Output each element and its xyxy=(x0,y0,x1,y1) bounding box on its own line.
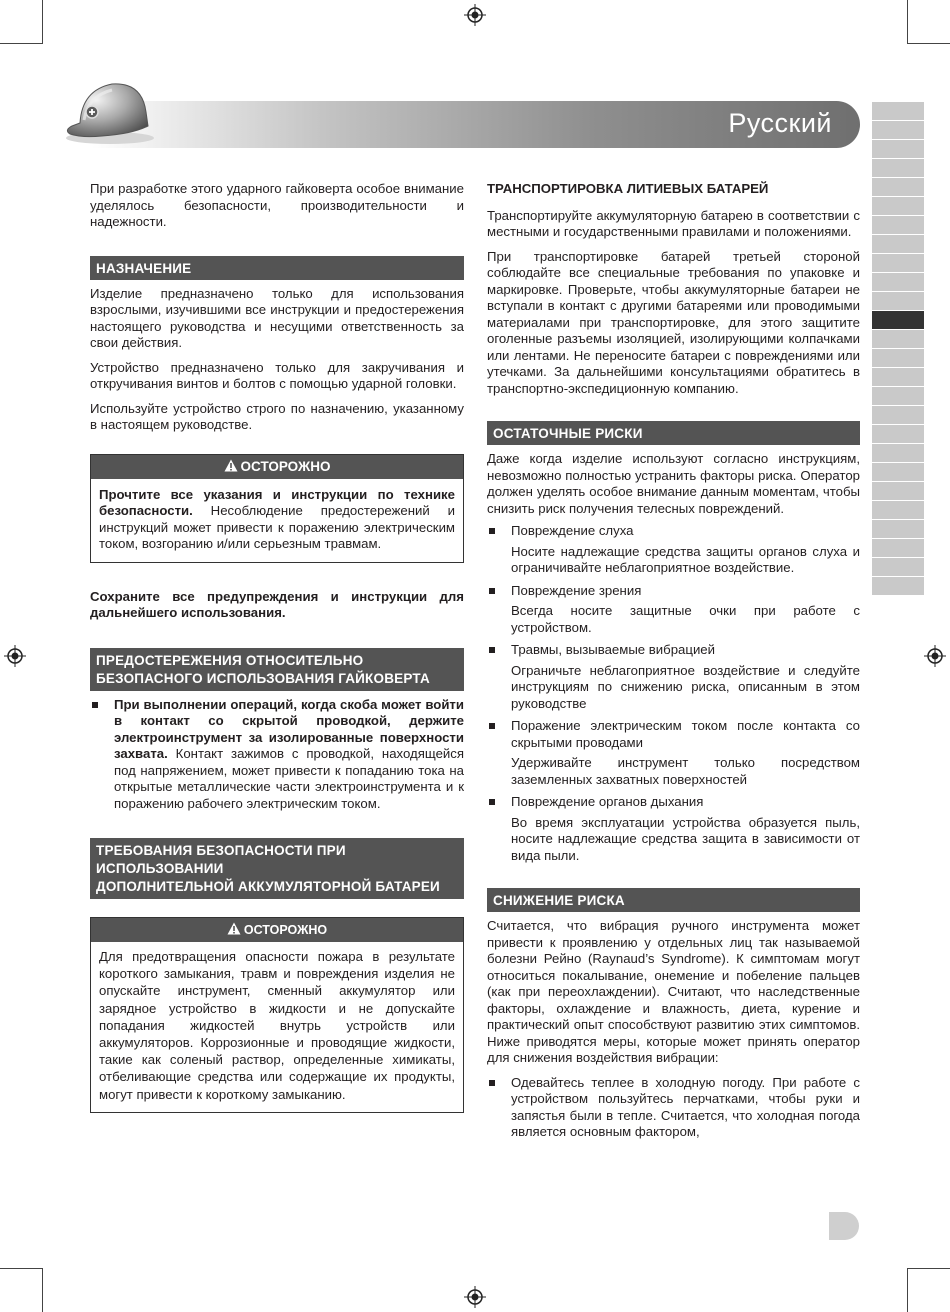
section-heading-residual-risks: ОСТАТОЧНЫЕ РИСКИ xyxy=(487,421,860,445)
crop-mark xyxy=(907,1268,908,1312)
risk-heading: Поражение электрическим током после контакта со скрытыми проводами xyxy=(511,718,860,750)
language-tab[interactable] xyxy=(872,539,924,557)
risk-heading: Повреждение слуха xyxy=(511,523,634,538)
warning-header xyxy=(91,918,463,942)
language-tab[interactable] xyxy=(872,235,924,253)
transport-paragraph-2: При транспортировке батарей третьей стороной соблюдайте все специальные требования по упаковке и маркировке. Проверьте, чтобы аккумуляторные батареи не вступали в контакт с другими батареями или проводимыми материалами при транспортировке, для этого защитите оголенные разъемы изоляцией, изолирующими колпачками или лентами. Не переносите батареи с повреждениями или утечками. За дальнейшими консультациями обратитесь в транспортно-экспедиционную компанию. xyxy=(487,248,860,396)
warning-body: Для предотвращения опасности пожара в результате короткого замыкания, травм и повреждения изделия не опускайте инструмент, сменный аккумулятор или зарядное устройство в жидкости и не допускайте попадания жидкостей внутрь устройств или аккумуляторов. Коррозионные и проводящие жидкости, такие как соленый раствор, определенные химикаты, отбеливающие средства или содержащие их продукты, могут привести к короткому замыканию. xyxy=(99,949,455,1102)
bullet-bold-text: При выполнении операций, когда скоба может войти в контакт со скрытой проводкой, держите электроинструмент за изолированные поверхности захвата. xyxy=(114,696,464,761)
language-tab[interactable] xyxy=(872,444,924,462)
heading-line: ДОПОЛНИТЕЛЬНОЙ АККУМУЛЯТОРНОЙ БАТАРЕИ xyxy=(96,879,440,894)
section-heading-transport: ТРАНСПОРТИРОВКА ЛИТИЕВЫХ БАТАРЕЙ xyxy=(487,181,769,196)
risk-heading: Повреждение органов дыхания xyxy=(511,794,704,809)
crop-mark xyxy=(908,1268,950,1269)
purpose-paragraph-3: Используйте устройство строго по назначению, указанному в настоящем руководстве. xyxy=(90,400,464,432)
warning-triangle-icon xyxy=(224,459,238,472)
risk-description: Носите надлежащие средства защиты органов слуха и ограничивайте неблагоприятное воздействие. xyxy=(511,543,860,575)
language-tab-active[interactable] xyxy=(872,311,924,329)
risk-description: Всегда носите защитные очки при работе с устройством. xyxy=(511,603,860,635)
list-item xyxy=(487,523,860,540)
bullet-square-icon xyxy=(489,528,495,534)
warning-title: ОСТОРОЖНО xyxy=(240,458,331,474)
risk-description: Во время эксплуатации устройства образуется пыль, носите надлежащие средства защита в зависимости от вида пыли. xyxy=(511,814,860,863)
language-tab[interactable] xyxy=(872,577,924,595)
language-tab-strip xyxy=(872,102,924,596)
section-heading-purpose: НАЗНАЧЕНИЕ xyxy=(90,256,464,280)
registration-mark-icon xyxy=(4,645,26,667)
safety-helmet-icon xyxy=(62,76,158,146)
language-tab[interactable] xyxy=(872,425,924,443)
language-header-bar xyxy=(92,101,860,148)
risk-description: Удерживайте инструмент только посредством заземленных захватных поверхностей xyxy=(511,755,860,787)
warning-box-2 xyxy=(90,917,464,1113)
bullet-text: Одевайтесь теплее в холодную погоду. При работе с устройством пользуйтесь перчатками, чтобы руки и запястья были в тепле. Считается, что холодная погода является основным фактором, xyxy=(511,1074,860,1139)
language-tab[interactable] xyxy=(872,273,924,291)
risk-heading: Травмы, вызываемые вибрацией xyxy=(511,642,716,657)
registration-mark-icon xyxy=(464,4,486,26)
heading-line: ПРЕДОСТЕРЕЖЕНИЯ ОТНОСИТЕЛЬНО xyxy=(96,652,364,668)
language-tab[interactable] xyxy=(872,197,924,215)
list-item xyxy=(90,697,464,813)
warning-title: ОСТОРОЖНО xyxy=(243,923,328,937)
language-tab[interactable] xyxy=(872,520,924,538)
crop-mark xyxy=(908,43,950,44)
language-tab[interactable] xyxy=(872,368,924,386)
language-tab[interactable] xyxy=(872,216,924,234)
purpose-paragraph-2: Устройство предназначено только для закручивания и откручивания винтов и болтов с помощью ударной головки. xyxy=(90,359,464,391)
language-tab[interactable] xyxy=(872,463,924,481)
warning-text: Несоблюдение предостережений и инструкций может привести к поражению электрическим током, возгоранию и/или серьезным травмам. xyxy=(99,503,455,551)
residual-intro: Даже когда изделие используют согласно инструкциям, невозможно полностью устранить факторы риска. Оператор должен уделять особое внимание данным моментам, чтобы снизить риск получения телесных повреждений. xyxy=(487,451,860,516)
section-heading-risk-reduction: СНИЖЕНИЕ РИСКА xyxy=(487,888,860,912)
bullet-square-icon xyxy=(489,1080,495,1086)
list-item xyxy=(487,794,860,811)
bullet-square-icon xyxy=(92,702,98,708)
crop-mark xyxy=(42,1268,43,1312)
language-tab[interactable] xyxy=(872,254,924,272)
language-tab[interactable] xyxy=(872,159,924,177)
crop-mark xyxy=(907,0,908,44)
list-item xyxy=(487,1075,860,1141)
transport-paragraph-1: Транспортируйте аккумуляторную батарею в соответствии с местными и государственными правилами и положениями. xyxy=(487,207,860,239)
save-instructions-note: Сохраните все предупреждения и инструкции для дальнейшего использования. xyxy=(90,588,464,620)
heading-line: БЕЗОПАСНОГО ИСПОЛЬЗОВАНИЯ ГАЙКОВЕРТА xyxy=(96,670,430,686)
language-tab[interactable] xyxy=(872,387,924,405)
bullet-square-icon xyxy=(489,723,495,729)
language-tab[interactable] xyxy=(872,349,924,367)
language-tab[interactable] xyxy=(872,330,924,348)
language-tab[interactable] xyxy=(872,121,924,139)
list-item xyxy=(487,642,860,659)
risk-heading: Повреждение зрения xyxy=(511,582,642,598)
section-heading-battery-requirements xyxy=(90,838,464,899)
language-tab[interactable] xyxy=(872,558,924,576)
registration-mark-icon xyxy=(924,645,946,667)
crop-mark xyxy=(0,1268,42,1269)
warning-box-1 xyxy=(90,454,464,563)
intro-paragraph: При разработке этого ударного гайковерта особое внимание уделялось безопасности, производительности и надежности. xyxy=(90,181,464,229)
warning-bold-text: Прочтите все указания и инструкции по технике безопасности. xyxy=(99,486,455,518)
crop-mark xyxy=(0,43,42,44)
registration-mark-icon xyxy=(464,1286,486,1308)
language-tab[interactable] xyxy=(872,406,924,424)
bullet-text: Контакт зажимов с проводкой, находящейся под напряжением, может привести к попаданию тока на открытые металлические части электроинструмента и к поражению рабочего электрическим током. xyxy=(114,746,464,811)
bullet-square-icon xyxy=(489,588,495,594)
heading-line: ТРЕБОВАНИЯ БЕЗОПАСНОСТИ ПРИ ИСПОЛЬЗОВАНИИ xyxy=(96,843,346,876)
language-tab[interactable] xyxy=(872,292,924,310)
warning-body xyxy=(91,479,463,562)
language-tab[interactable] xyxy=(872,140,924,158)
left-column xyxy=(90,181,464,1113)
warning-triangle-icon xyxy=(227,922,241,935)
language-tab[interactable] xyxy=(872,501,924,519)
risk-description: Ограничьте неблагоприятное воздействие и следуйте инструкциям по снижению риска, описанным в этом руководстве xyxy=(511,662,860,711)
bullet-square-icon xyxy=(489,647,495,653)
language-tab[interactable] xyxy=(872,102,924,120)
language-tab[interactable] xyxy=(872,178,924,196)
bullet-square-icon xyxy=(489,799,495,805)
right-column xyxy=(487,181,860,1145)
section-heading-precautions xyxy=(90,648,464,691)
warning-header xyxy=(91,455,463,479)
page-number-tab xyxy=(829,1212,859,1240)
list-item xyxy=(487,718,860,751)
risk-reduction-intro: Считается, что вибрация ручного инструмента может привести к проявлению у отдельных лиц так называемой болезни Рейно (Raynaud’s Syndrome). К симптомам могут относиться покалывание, онемение и побеление пальцев (как при переохлаждении). Считают, что наследственные факторы, охлаждение и влажность, диета, курение и практический опыт способствуют развитию этих симптомов. Ниже приводятся меры, которые может принять оператор для снижения воздействия вибрации: xyxy=(487,918,860,1065)
purpose-paragraph-1: Изделие предназначено только для использования взрослыми, изучившими все инструкции и предостережения настоящего руководства и несущими ответственность за свои действия. xyxy=(90,285,464,350)
list-item xyxy=(487,583,860,600)
crop-mark xyxy=(42,0,43,44)
language-title: Русский xyxy=(728,108,832,138)
language-tab[interactable] xyxy=(872,482,924,500)
